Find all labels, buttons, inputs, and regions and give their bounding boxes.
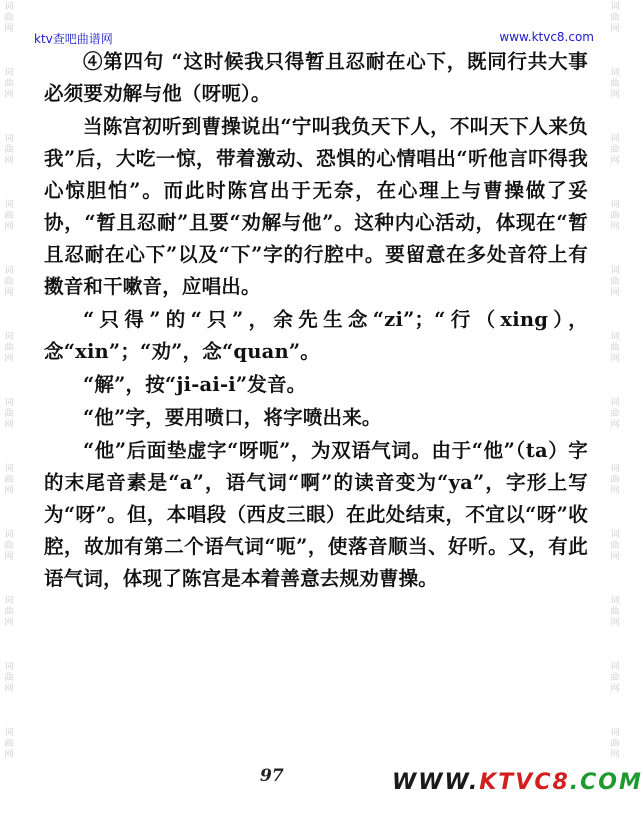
watermark-group (610, 2, 619, 68)
watermark-group (4, 662, 13, 728)
watermark-char: 网 (610, 222, 620, 232)
watermark-char: 词 (4, 332, 14, 342)
site-logo (392, 770, 643, 795)
watermark-char: 曲 (610, 409, 620, 419)
watermark-char: 网 (610, 90, 620, 100)
watermark-group (610, 596, 619, 662)
watermark-char: 词 (610, 332, 620, 342)
watermark-char: 曲 (4, 277, 14, 287)
watermark-char: 词 (4, 662, 14, 672)
watermark-char: 曲 (4, 13, 14, 23)
watermark-char: 网 (610, 24, 620, 34)
watermark-char: 曲 (610, 673, 620, 683)
watermark-char: 词 (610, 2, 620, 12)
watermark-char: 网 (610, 156, 620, 166)
watermark-char: 曲 (610, 13, 620, 23)
watermark-char: 网 (610, 618, 620, 628)
watermark-group (4, 530, 13, 596)
logo-brand: KTVC8 (479, 770, 570, 795)
watermark-char: 曲 (610, 79, 620, 89)
watermark-char: 词 (610, 728, 620, 738)
watermark-char: 网 (4, 750, 14, 760)
watermark-group (4, 68, 13, 134)
watermark-char: 曲 (610, 211, 620, 221)
watermark-char: 网 (610, 552, 620, 562)
watermark-char: 曲 (4, 739, 14, 749)
watermark-group (610, 134, 619, 200)
paragraph: “只得”的“只”，余先生念“zi”；“行（xing），念“xin”；“劝”，念“quan”。 (44, 308, 588, 363)
watermark-char: 曲 (4, 145, 14, 155)
left-watermark-column (0, 0, 18, 822)
watermark-char: 曲 (4, 607, 14, 617)
watermark-group (610, 530, 619, 596)
watermark-char: 网 (610, 684, 620, 694)
watermark-char: 曲 (610, 145, 620, 155)
watermark-char: 曲 (4, 79, 14, 89)
page-body (44, 46, 588, 596)
watermark-char: 词 (610, 596, 620, 606)
watermark-char: 词 (610, 266, 620, 276)
watermark-char: 曲 (4, 475, 14, 485)
watermark-char: 曲 (610, 541, 620, 551)
paragraph: ④第四句 “这时候我只得暂且忍耐在心下，既同行共大事必须要劝解与他（呀呃）。 (44, 50, 588, 105)
watermark-group (610, 662, 619, 728)
watermark-char: 网 (4, 420, 14, 430)
watermark-char: 网 (610, 354, 620, 364)
watermark-char: 词 (610, 662, 620, 672)
watermark-group (610, 200, 619, 266)
watermark-group (610, 266, 619, 332)
watermark-group (610, 398, 619, 464)
watermark-char: 网 (4, 552, 14, 562)
paragraph: “他”字，要用喷口，将字喷出来。 (83, 406, 382, 429)
watermark-char: 词 (4, 200, 14, 210)
watermark-group (4, 332, 13, 398)
watermark-group (4, 200, 13, 266)
page-number: 97 (260, 766, 284, 786)
watermark-char: 曲 (4, 343, 14, 353)
paragraph: 当陈宫初听到曹操说出“宁叫我负天下人，不叫天下人来负我”后，大吃一惊，带着激动、恐惧的心情唱出“听他言吓得我心惊胆怕”。而此时陈宫出于无奈，在心理上与曹操做了妥协，“暂且忍耐”且要“劝解与他”。这种内心活动，体现在“暂且忍耐在心下”以及“下”字的行腔中。要留意在多处音符上有擞音和干嗽音，应唱出。 (44, 115, 588, 298)
watermark-group (610, 68, 619, 134)
watermark-char: 网 (4, 24, 14, 34)
watermark-char: 网 (4, 486, 14, 496)
watermark-char: 曲 (4, 541, 14, 551)
watermark-char: 网 (4, 618, 14, 628)
watermark-group (610, 464, 619, 530)
watermark-char: 词 (610, 134, 620, 144)
watermark-group (4, 728, 13, 794)
watermark-site-url: www.ktvc8.com (499, 30, 594, 44)
watermark-char: 网 (610, 486, 620, 496)
watermark-char: 词 (4, 398, 14, 408)
logo-prefix: WWW. (392, 770, 480, 795)
right-watermark-column (606, 0, 624, 822)
watermark-char: 曲 (610, 607, 620, 617)
watermark-group (4, 596, 13, 662)
watermark-char: 词 (610, 530, 620, 540)
paragraph: “解”，按“ji-ai-i”发音。 (83, 373, 307, 396)
watermark-site-name: ktv查吧曲谱网 (34, 32, 113, 46)
watermark-char: 词 (4, 68, 14, 78)
watermark-char: 网 (610, 420, 620, 430)
watermark-char: 词 (610, 68, 620, 78)
watermark-char: 网 (4, 90, 14, 100)
watermark-char: 曲 (610, 343, 620, 353)
watermark-group (4, 134, 13, 200)
watermark-char: 网 (4, 354, 14, 364)
paragraph: “他”后面垫虚字“呀呃”，为双语气词。由于“他”（ta）字的末尾音素是“a”，语气词“啊”的读音变为“ya”，字形上写为“呀”。但，本唱段（西皮三眼）在此处结束，不宜以“呀”收腔，故加有第二个语气词“呃”，使落音顺当、好听。又，有此语气词，体现了陈宫是本着善意去规劝曹操。 (44, 439, 588, 590)
watermark-char: 曲 (610, 475, 620, 485)
watermark-char: 词 (4, 596, 14, 606)
watermark-char: 曲 (4, 211, 14, 221)
watermark-char: 曲 (610, 739, 620, 749)
watermark-char: 词 (4, 266, 14, 276)
watermark-char: 词 (4, 530, 14, 540)
watermark-group (4, 464, 13, 530)
watermark-char: 词 (4, 728, 14, 738)
watermark-char: 词 (4, 2, 14, 12)
watermark-char: 词 (610, 464, 620, 474)
logo-suffix: .COM (569, 770, 643, 795)
watermark-group (4, 398, 13, 464)
watermark-group (610, 332, 619, 398)
watermark-char: 词 (610, 398, 620, 408)
watermark-char: 网 (4, 156, 14, 166)
watermark-char: 网 (610, 750, 620, 760)
watermark-group (4, 2, 13, 68)
watermark-char: 曲 (610, 277, 620, 287)
watermark-char: 曲 (4, 409, 14, 419)
watermark-char: 词 (4, 464, 14, 474)
watermark-char: 网 (4, 222, 14, 232)
watermark-char: 网 (4, 684, 14, 694)
watermark-char: 词 (610, 200, 620, 210)
watermark-char: 曲 (4, 673, 14, 683)
watermark-char: 网 (610, 288, 620, 298)
watermark-char: 网 (4, 288, 14, 298)
watermark-group (4, 266, 13, 332)
watermark-char: 词 (4, 134, 14, 144)
